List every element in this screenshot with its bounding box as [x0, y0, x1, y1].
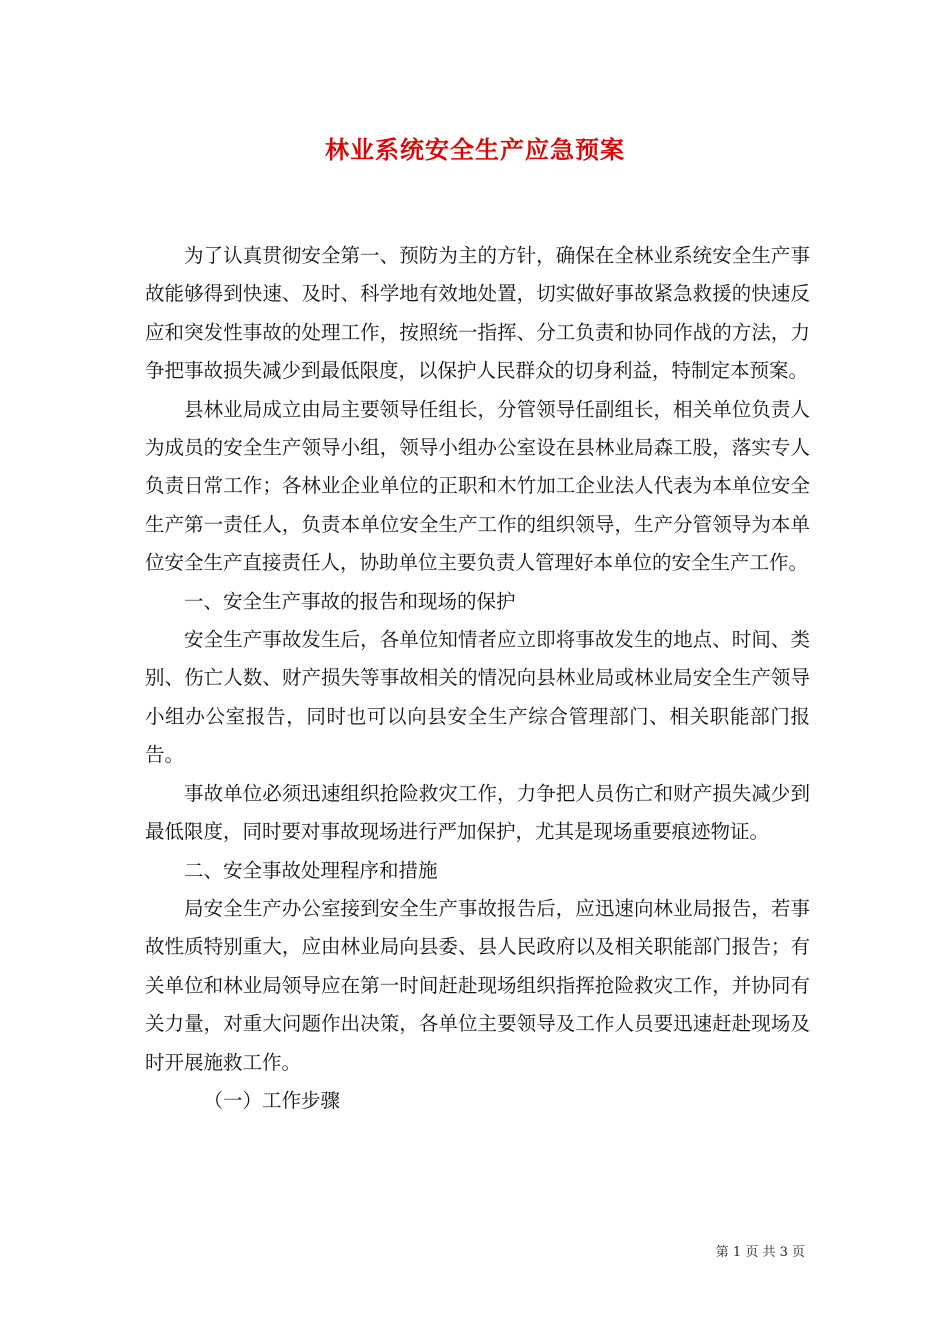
page-indicator: 第 1 页 共 3 页: [715, 1245, 805, 1260]
subsection-heading-1: （一）工作步骤: [203, 1088, 341, 1112]
paragraph-rescue: 事故单位必须迅速组织抢险救灾工作，力争把人员伤亡和财产损失减少到最低限度，同时要对事故现场进行严加保护，尤其是现场重要痕迹物证。: [145, 781, 810, 844]
document-title: 林业系统安全生产应急预案: [325, 135, 625, 164]
section-heading-1: 一、安全生产事故的报告和现场的保护: [184, 589, 516, 613]
paragraph-procedure: 局安全生产办公室接到安全生产事故报告后，应迅速向林业局报告，若事故性质特别重大，应由林业局向县委、县人民政府以及相关职能部门报告；有关单位和林业局领导应在第一时间赶赴现场组织指挥抢险救灾工作，并协同有关力量，对重大问题作出决策，各单位主要领导及工作人员要迅速赶赴现场及时开展施救工作。: [145, 896, 810, 1074]
paragraph-intro: 为了认真贯彻安全第一、预防为主的方针，确保在全林业系统安全生产事故能够得到快速、及时、科学地有效地处置，切实做好事故紧急救援的快速反应和突发性事故的处理工作，按照统一指挥、分工负责和协同作战的方法，力争把事故损失减少到最低限度，以保护人民群众的切身利益，特制定本预案。: [145, 244, 810, 383]
document-body: [145, 237, 810, 1120]
paragraph-reporting: 安全生产事故发生后，各单位知情者应立即将事故发生的地点、时间、类别、伤亡人数、财产损失等事故相关的情况向县林业局或林业局安全生产领导小组办公室报告，同时也可以向县安全生产综合管理部门、相关职能部门报告。: [145, 628, 810, 767]
section-heading-2: 二、安全事故处理程序和措施: [184, 858, 438, 882]
paragraph-leadership: 县林业局成立由局主要领导任组长，分管领导任副组长，相关单位负责人为成员的安全生产领导小组，领导小组办公室设在县林业局森工股，落实专人负责日常工作；各林业企业单位的正职和木竹加工企业法人代表为本单位安全生产第一责任人，负责本单位安全生产工作的组织领导，生产分管领导为本单位安全生产直接责任人，协助单位主要负责人管理好本单位的安全生产工作。: [145, 397, 810, 575]
